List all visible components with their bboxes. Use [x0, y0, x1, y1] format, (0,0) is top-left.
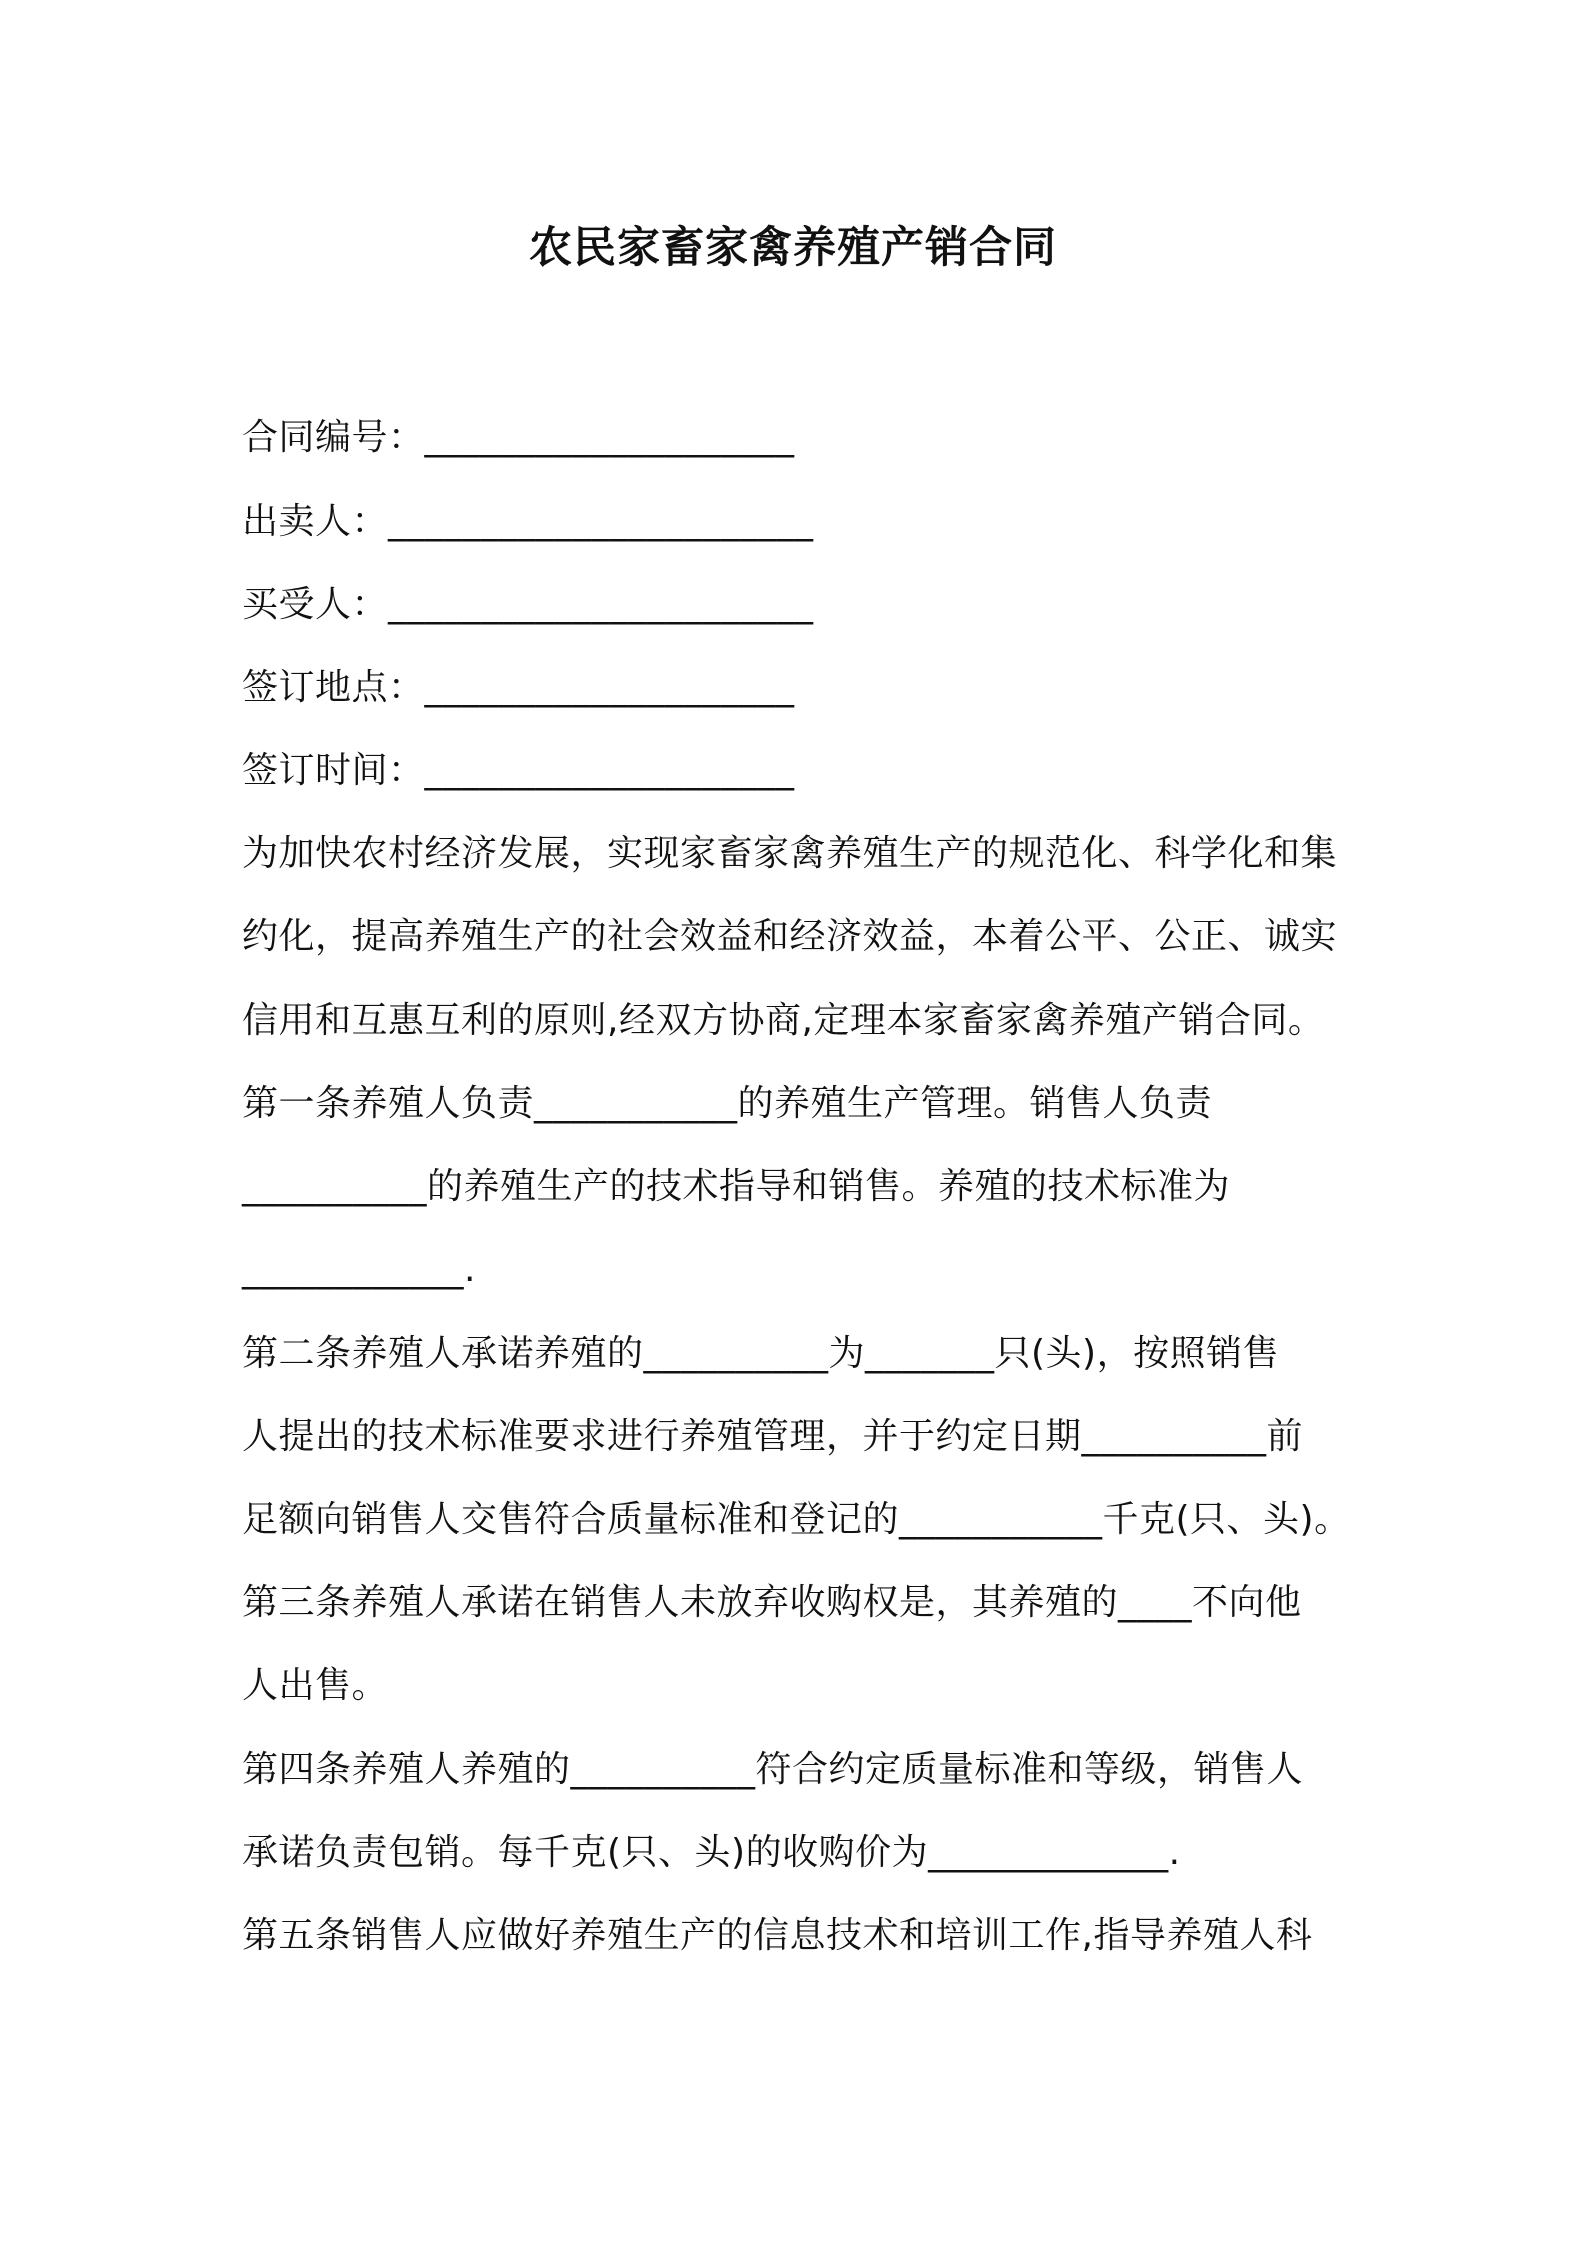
- sign-time-field: 签订时间：____________________: [242, 750, 795, 791]
- article-5-line: 第五条销售人应做好养殖生产的信息技术和培训工作,指导养殖人科: [242, 1915, 1313, 1956]
- preamble-line: 信用和互惠互利的原则,经双方协商,定理本家畜家禽养殖产销合同。: [242, 1000, 1325, 1041]
- contract-number-field: 合同编号：____________________: [242, 417, 795, 458]
- preamble-line: 约化，提高养殖生产的社会效益和经济效益，本着公平、公正、诚实: [242, 916, 1338, 957]
- article-2-line: 人提出的技术标准要求进行养殖管理，并于约定日期__________前: [242, 1416, 1304, 1457]
- sign-place-field: 签订地点：____________________: [242, 667, 795, 708]
- article-3-line: 人出售。: [242, 1665, 389, 1706]
- article-4-line: 第四条养殖人养殖的__________符合约定质量标准和等级，销售人: [242, 1749, 1304, 1790]
- seller-field: 出卖人：_______________________: [242, 501, 814, 542]
- article-4-line: 承诺负责包销。每千克(只、头)的收购价为_____________.: [242, 1832, 1181, 1873]
- article-1-line: ____________.: [242, 1249, 476, 1290]
- buyer-field: 买受人：_______________________: [242, 584, 814, 625]
- article-3-line: 第三条养殖人承诺在销售人未放弃收购权是，其养殖的____不向他: [242, 1582, 1302, 1623]
- document-title: 农民家畜家禽养殖产销合同: [529, 223, 1057, 273]
- article-2-line: 第二条养殖人承诺养殖的__________为_______只(头)，按照销售: [242, 1333, 1280, 1374]
- preamble-line: 为加快农村经济发展，实现家畜家禽养殖生产的规范化、科学化和集: [242, 833, 1338, 874]
- article-1-line: __________的养殖生产的技术指导和销售。养殖的技术标准为: [242, 1166, 1231, 1207]
- article-1-line: 第一条养殖人负责___________的养殖生产管理。销售人负责: [242, 1083, 1213, 1124]
- article-2-line: 足额向销售人交售符合质量标准和登记的___________千克(只、头)。: [242, 1499, 1351, 1540]
